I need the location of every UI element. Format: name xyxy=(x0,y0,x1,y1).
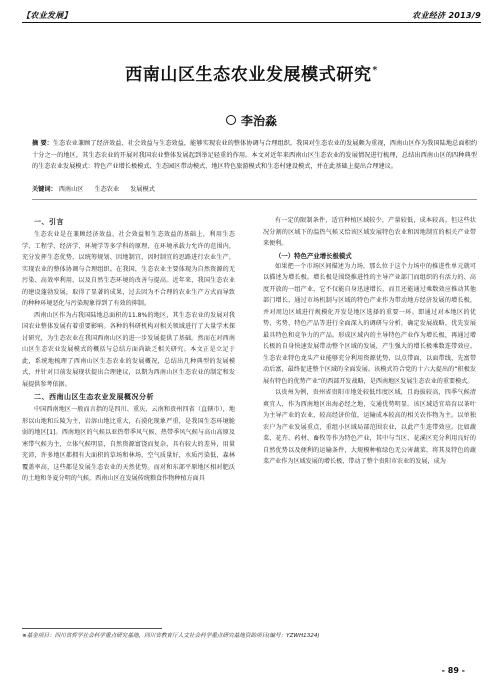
keyword: 生态农业 xyxy=(94,186,120,193)
paragraph: 中国西南地区一般而言指的是四川、重庆、云南和贵州四省（直辖市），地形以山地和丘陵为主，岩溶山地比重大，石漠化现象严重，是我国生态环境脆弱的地区[1]。西南地区的气候以亚热带季风气候、热带季风气候与高山高原及寒带气候为主，立体气候明显，自然资源富饶而复杂，具有较大的差异，用量充沛，许多地区都拥有大面积的草场和林场，空气质量好，水质污染低，森林覆盖率高，这些都是发展生态农业的天然优势。而对和东部平原地区相对肥沃的土地和冬夏分明的气候，西南山区在发展传统粮食作物种植方面具 xyxy=(22,406,235,482)
keyword: 发展模式 xyxy=(130,186,155,193)
left-column xyxy=(22,215,235,485)
section-label: 【农业发展】 xyxy=(22,11,72,20)
abstract-text: 生态农业兼顾了经济效益、社会效益与生态效益，能够实现农业的整体协调与合理组织。我国对生态农业的发展颇为重视，西南山区作为我国陆地总面积约十分之一的地区，其生态农业的开展对我国农业整体发展起到举足轻重的作用。本文对近年来西南山区生态农业的发展情况进行梳理，总结出西南山区的四种典型的生态农业发展模式：特色产业增长极模式、生态园区带动模式、地区特色旅游模式和生态村建设模式，并在此基础上提出合理建议。 xyxy=(32,140,478,171)
title-footnote-mark: * xyxy=(372,66,378,77)
author-marker-icon xyxy=(226,115,236,125)
subsection-title-growth-pole: （一）特色产业增长极模式 xyxy=(275,251,352,260)
journal-issue: 农业经济 2013/9 xyxy=(412,11,481,20)
paragraph: 如果把一个市场区间描述为力场，那么位于这个力场中的推进性单元就可以描述为增长极。增长极是围绕推进性的主导产业部门而组织的有活力的、高度开放的一组产业，它不仅能自身迅速增长，而且还能通过乘数效应推动其他部门增长，通过市场机制与区域的特色产业作为带动地方经济发展的增长极，并对周边区域进行规模化开发是地区选择的重要一环。即通过对本地区的优势、劣势、特色产品等进行全面深入的调研与分析，确定发展战略，优先发展最具特色和竞争力的产品。形成区域内的主导特色产业作为增长极，再通过增长极的自身快速发展带动整个区域的发展，产生强大的增长极乘数连带效应。生态农业特色龙头产业能够充分利用资源优势，以点带面，以面带线，先富带动后富，最终促进整个区域的全面发展。该模式符合党的十六大提出的“积极发展有特色的优势产业”的西部开发战略，是西南地区发展生态农业的重要模式。 xyxy=(263,262,476,385)
keywords xyxy=(32,184,477,195)
author-name: 李治淼 xyxy=(240,114,277,128)
paragraph: 生态农业是在兼顾经济效益、社会效益和生态效益的基础上，利用生态学、工程学、经济学、环境学等多学科的原理，在环境承载力允许的范围内，充分发挥生态优势，以统筹规划、因地制宜、因时制宜的思路进行农业生产，实现农业的整体协调与合理组织。在我国，生态农业主要体现为自然资源的无污染、高效率利用，以及自然生态环境的改善与提高。近年来，我国生态农业的建设蓬勃发展，取得了显著的成果，过去因为不合理的农业生产方式而导致的种种环境恶化与污染现象得到了有效的抑制。 xyxy=(22,231,235,307)
section-title-introduction: 一、引言 xyxy=(34,217,64,226)
abstract-rule xyxy=(32,199,477,200)
footnote-rule xyxy=(22,628,162,629)
article-title xyxy=(0,60,503,85)
keywords-label: 关键词： xyxy=(32,186,57,193)
right-column xyxy=(263,215,476,468)
paragraph: 以贵州为例，贵州省贵阳市地处较低纬度区域，且海拔较高，四季气候清爽宜人，作为西南地区出海必经之地，交通优势明显。该区域适宜培育以茶叶为主导产业的农业，较高经济价值，运输成本较高的相关农作物为主。以单独农户为产业发展重点，重组小区域局部范围农业，以此产生连带效应。比如蔬菜、花卉、药材、畜牧等作为特色产业，其中与当区、花溪区充分利用良好的自然优势以及便利的运输条件，大规模种植绿色无公害蔬菜，将其及特色的蔬菜产业作为区域发展的增长极，带动了整个贵阳市农业的发展，成为 xyxy=(263,389,476,465)
section-title-overview: 二、西南山区生态农业发展概况分析 xyxy=(34,392,154,401)
paragraph: 有一定的限制条件，适宜种植区域较少，产量较低，成本较高。但这些状况分割的区域下的温热气候又恰该区域发展特色农业和因地制宜的相关产业带来便利。 xyxy=(263,217,476,247)
author-line xyxy=(0,112,503,129)
header-rule xyxy=(22,22,481,23)
paragraph: 西南山区作为占我国陆地总面积的11.8%的地区，其生态农业的发展对我国农业整体发展有着重要影响。各种的科研机构对相关领域进行了大量学术探讨研究，为生态农业在我国西南山区的进一步发展提供了基础。然而在对西南山区生态农业发展模式的概括与总结方面尚缺乏相关研究。本文正是立足于此，系统地梳理了西南山区生态农业的发展概况，总结出几种典型的发展模式，并针对目前发展现状提出合理建议，以期为西南山区生态农业的制定和发展提供参考依据。 xyxy=(22,311,235,388)
abstract xyxy=(32,138,477,173)
keyword: 西南山区 xyxy=(58,186,84,193)
abstract-label: 摘 要： xyxy=(32,140,53,147)
page-number: - 89 - xyxy=(441,666,465,675)
funding-footnote: ※基金项目：四川省哲学社会科学重点研究基地，四川省教育厅人文社会科学重点研究基地资助项目(编号：YZWH1324) xyxy=(22,633,320,639)
title-text: 西南山区生态农业发展模式研究 xyxy=(125,65,372,85)
